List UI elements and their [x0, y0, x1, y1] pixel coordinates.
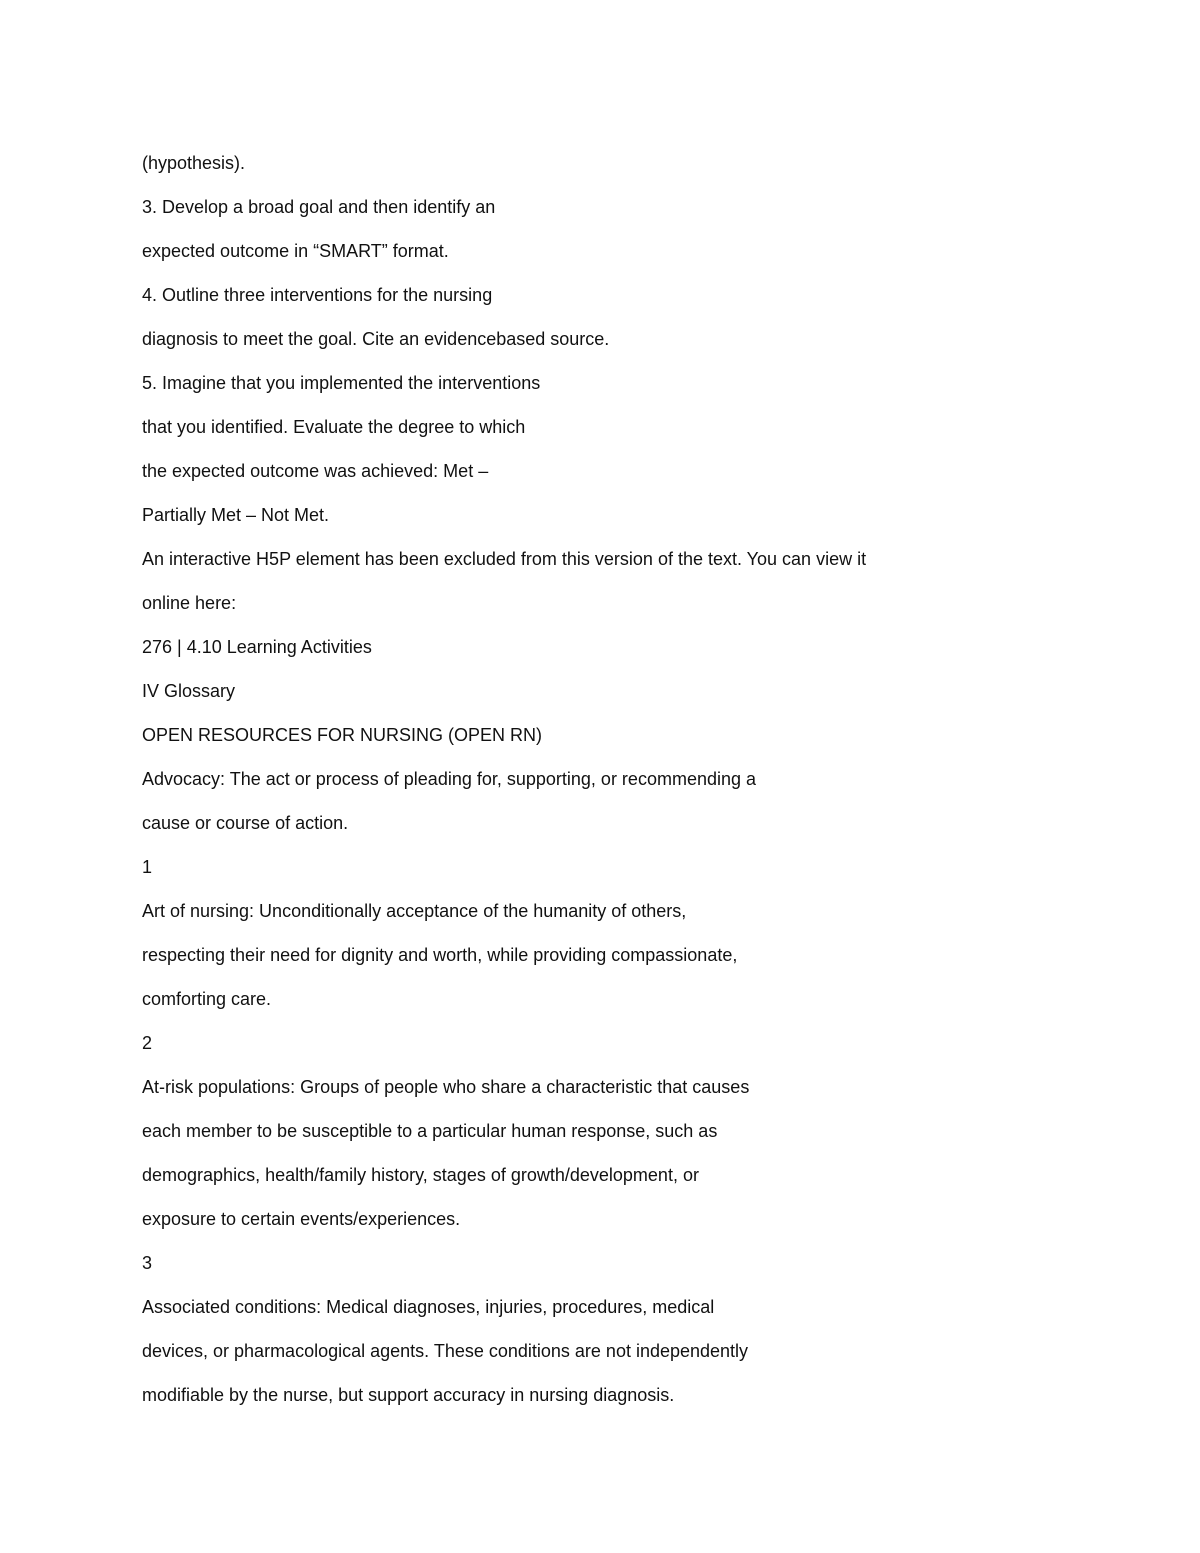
text-line-step-3: 3. Develop a broad goal and then identify an: [142, 197, 496, 217]
section-title-glossary: IV Glossary: [142, 681, 236, 701]
footnote-number-1: 1: [142, 857, 153, 877]
text-line-online-here: online here:: [142, 593, 237, 613]
glossary-at-risk: At-risk populations: Groups of people who share a characteristic that causes: [142, 1077, 750, 1097]
text-line-smart: expected outcome in “SMART” format.: [142, 241, 449, 261]
text-line-step-4: 4. Outline three interventions for the nursing: [142, 285, 493, 305]
glossary-associated-conditions-cont: devices, or pharmacological agents. These conditions are not independently: [142, 1341, 749, 1361]
text-line-outcome-met: the expected outcome was achieved: Met –: [142, 461, 489, 481]
footnote-number-2: 2: [142, 1033, 153, 1053]
page-footer-reference: 276 | 4.10 Learning Activities: [142, 637, 372, 657]
footnote-number-3: 3: [142, 1253, 153, 1273]
glossary-at-risk-cont-1: each member to be susceptible to a particular human response, such as: [142, 1121, 718, 1141]
glossary-advocacy: Advocacy: The act or process of pleading for, supporting, or recommending a: [142, 769, 757, 789]
text-line-step-5: 5. Imagine that you implemented the interventions: [142, 373, 541, 393]
glossary-art-of-nursing-end: comforting care.: [142, 989, 272, 1009]
glossary-advocacy-cont: cause or course of action.: [142, 813, 349, 833]
glossary-art-of-nursing-cont: respecting their need for dignity and worth, while providing compassionate,: [142, 945, 738, 965]
text-line-evaluate: that you identified. Evaluate the degree to which: [142, 417, 526, 437]
glossary-at-risk-end: exposure to certain events/experiences.: [142, 1209, 461, 1229]
text-line-diagnosis-goal: diagnosis to meet the goal. Cite an evidencebased source.: [142, 329, 610, 349]
text-line-partially-met: Partially Met – Not Met.: [142, 505, 330, 525]
document-body: [142, 141, 1142, 1417]
glossary-associated-conditions: Associated conditions: Medical diagnoses, injuries, procedures, medical: [142, 1297, 715, 1317]
glossary-art-of-nursing: Art of nursing: Unconditionally acceptance of the humanity of others,: [142, 901, 687, 921]
glossary-associated-conditions-end: modifiable by the nurse, but support accuracy in nursing diagnosis.: [142, 1385, 675, 1405]
glossary-at-risk-cont-2: demographics, health/family history, stages of growth/development, or: [142, 1165, 699, 1185]
publisher-heading: OPEN RESOURCES FOR NURSING (OPEN RN): [142, 725, 543, 745]
text-line-hypothesis: (hypothesis).: [142, 153, 246, 173]
text-line-h5p-notice: An interactive H5P element has been excluded from this version of the text. You can view it: [142, 549, 867, 569]
